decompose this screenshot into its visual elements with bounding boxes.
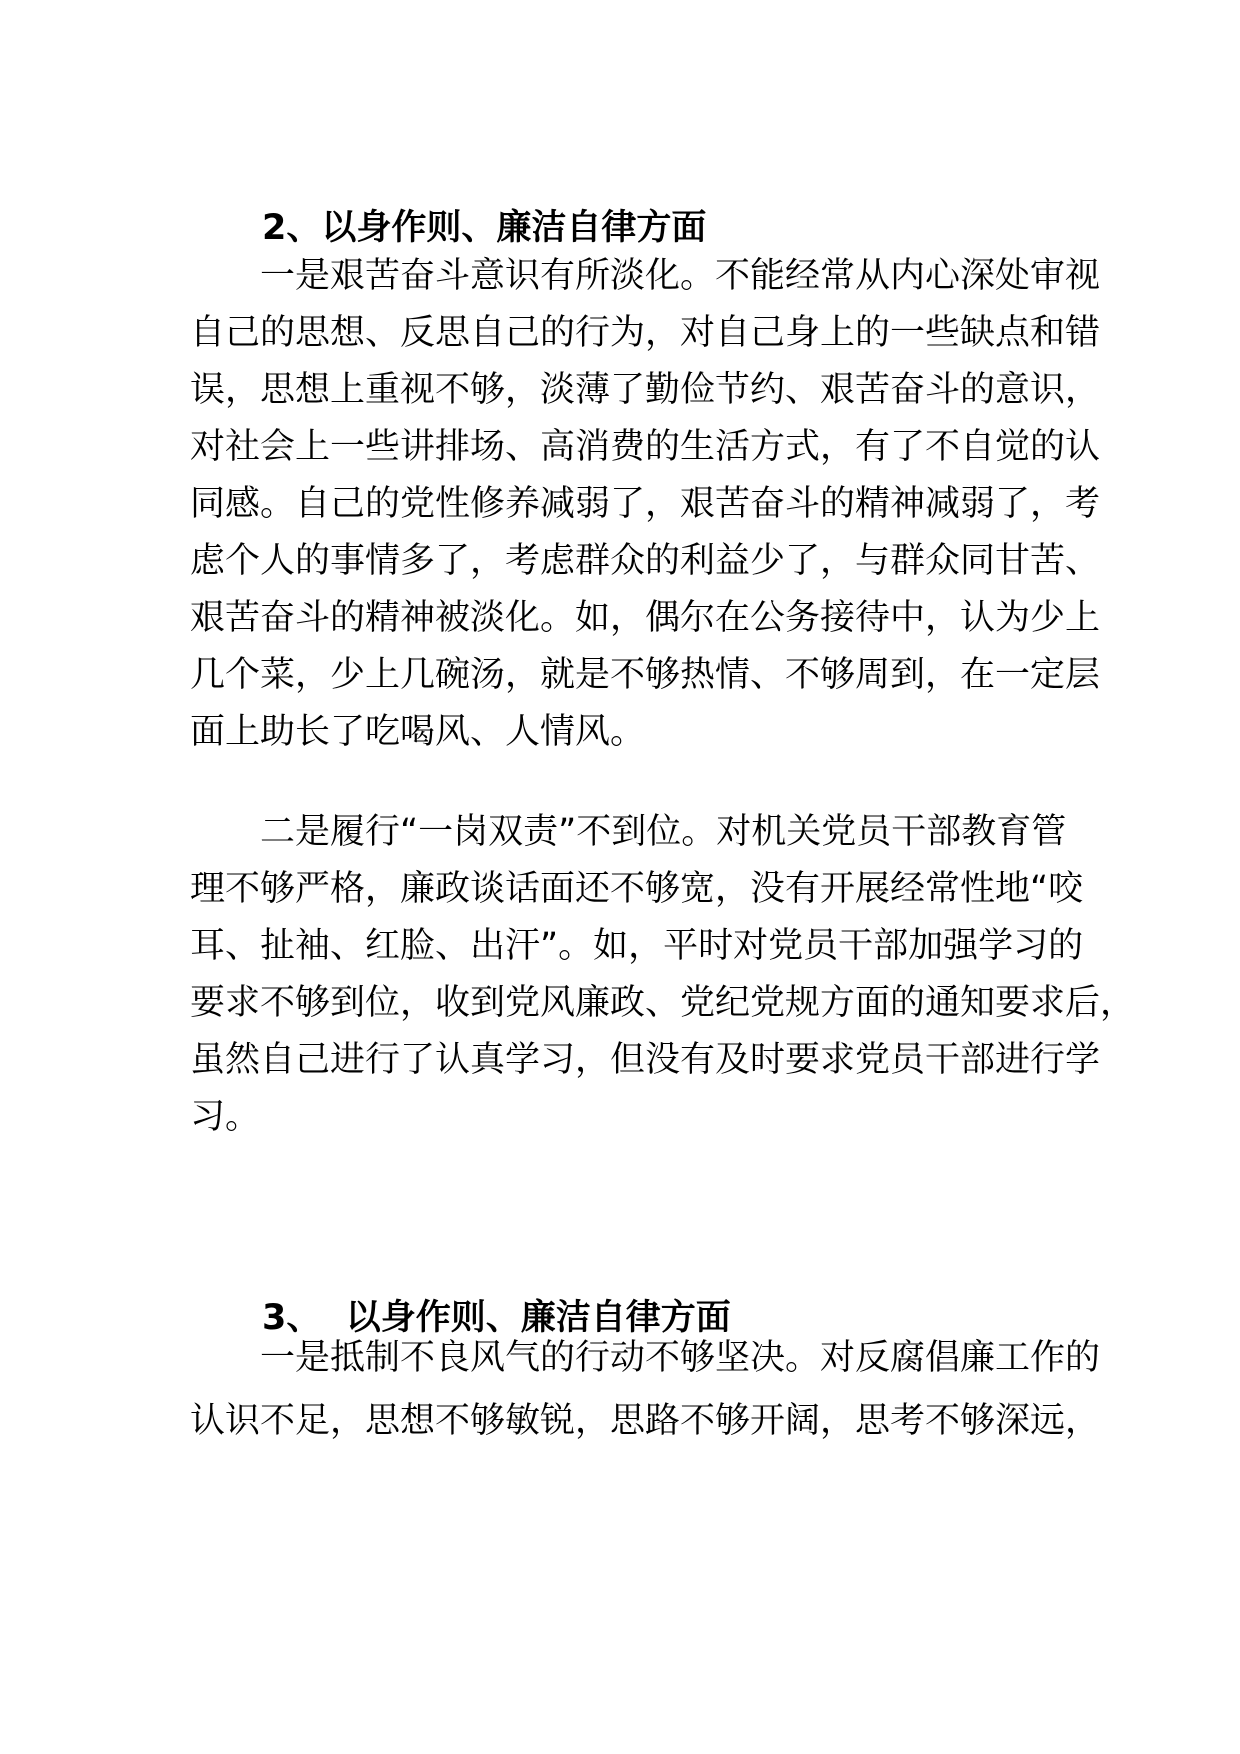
text-line: 认识不足，思想不够敏锐，思路不够开阔，思考不够深远， [190,1401,1101,1441]
text-line: 耳、扯袖、红脸、出汗”。如，平时对党员干部加强学习的 [190,926,1084,966]
text-line: 习。 [190,1097,261,1137]
text-line: 对社会上一些讲排场、高消费的生活方式，有了不自觉的认 [190,427,1101,467]
section-2-paragraph-2 [190,804,1136,1146]
text-line: 面上助长了吃喝风、人情风。 [190,712,646,752]
section-2-heading: 2、以身作则、廉洁自律方面 [262,208,707,248]
section-3-heading: 3、 以身作则、廉洁自律方面 [262,1298,731,1338]
text-line: 要求不够到位，收到党风廉政、党纪党规方面的通知要求后， [190,983,1136,1023]
text-line: 几个菜，少上几碗汤，就是不够热情、不够周到，在一定层 [190,655,1101,695]
text-line: 艰苦奋斗的精神被淡化。如，偶尔在公务接待中，认为少上 [190,598,1101,638]
section-2-paragraph-1 [190,248,1101,761]
section-3-paragraph-1 [190,1330,1101,1450]
text-line: 同感。自己的党性修养减弱了，艰苦奋斗的精神减弱了，考 [190,484,1101,524]
text-line: 虽然自己进行了认真学习，但没有及时要求党员干部进行学 [190,1040,1101,1080]
text-line: 虑个人的事情多了，考虑群众的利益少了，与群众同甘苦、 [190,541,1101,581]
text-line: 误，思想上重视不够，淡薄了勤俭节约、艰苦奋斗的意识， [190,370,1101,410]
text-line: 自己的思想、反思自己的行为，对自己身上的一些缺点和错 [190,313,1101,353]
text-line: 一是抵制不良风气的行动不够坚决。对反腐倡廉工作的 [260,1338,1101,1378]
text-line: 二是履行“一岗双责”不到位。对机关党员干部教育管 [260,812,1067,852]
text-line: 一是艰苦奋斗意识有所淡化。不能经常从内心深处审视 [260,256,1101,296]
text-line: 理不够严格，廉政谈话面还不够宽，没有开展经常性地“咬 [190,869,1084,909]
